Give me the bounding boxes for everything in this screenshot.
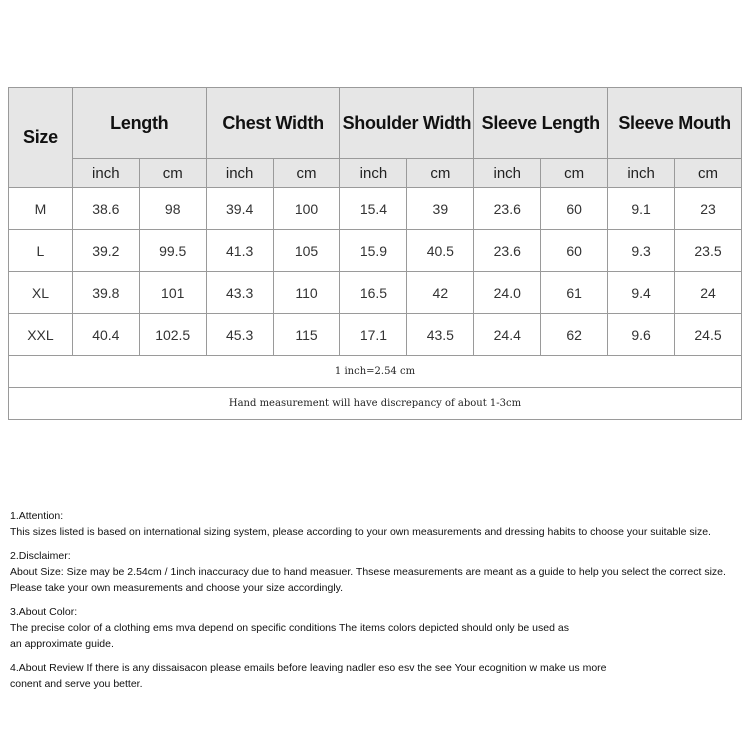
size-cell: XL (9, 272, 73, 314)
header-row (9, 88, 742, 159)
table-row (9, 272, 742, 314)
value-cell: 39 (407, 188, 474, 230)
value-cell: 60 (541, 230, 608, 272)
measurement-note-row (9, 388, 742, 420)
value-cell: 62 (541, 314, 608, 356)
unit-cell: cm (675, 159, 742, 188)
value-cell: 39.8 (72, 272, 139, 314)
unit-cell: inch (340, 159, 407, 188)
value-cell: 24.4 (474, 314, 541, 356)
value-cell: 23.6 (474, 188, 541, 230)
value-cell: 40.4 (72, 314, 139, 356)
value-cell: 102.5 (139, 314, 206, 356)
value-cell: 9.6 (608, 314, 675, 356)
note-heading: 4.About Review If there is any dissaisacon please emails before leaving nadler eso esv the see Your ecognition w make us more (10, 662, 607, 674)
unit-cell: cm (407, 159, 474, 188)
table-row (9, 188, 742, 230)
note-block (10, 508, 746, 540)
note-block (10, 548, 746, 596)
value-cell: 23.5 (675, 230, 742, 272)
header-chest-width: Chest Width (206, 88, 340, 159)
value-cell: 38.6 (72, 188, 139, 230)
value-cell: 42 (407, 272, 474, 314)
value-cell: 15.9 (340, 230, 407, 272)
header-length: Length (72, 88, 206, 159)
header-size: Size (9, 88, 73, 188)
table-row (9, 314, 742, 356)
table-row (9, 230, 742, 272)
note-heading: 2.Disclaimer: (10, 550, 71, 562)
note-line: About Size: Size may be 2.54cm / 1inch inaccuracy due to hand measuer. Thsese measurements are meant as a guide to help you select the correct size. (10, 566, 726, 578)
value-cell: 101 (139, 272, 206, 314)
notes-section (10, 508, 746, 700)
size-cell: L (9, 230, 73, 272)
value-cell: 100 (273, 188, 340, 230)
value-cell: 99.5 (139, 230, 206, 272)
value-cell: 40.5 (407, 230, 474, 272)
value-cell: 15.4 (340, 188, 407, 230)
size-cell: XXL (9, 314, 73, 356)
unit-row (9, 159, 742, 188)
header-shoulder-width: Shoulder Width (340, 88, 474, 159)
header-sleeve-length: Sleeve Length (474, 88, 608, 159)
note-line: This sizes listed is based on international sizing system, please according to your own measurements and dressing habits to choose your suitable size. (10, 526, 711, 538)
conversion-note: 1 inch=2.54 cm (9, 356, 742, 388)
note-line: The precise color of a clothing ems mva depend on specific conditions The items colors depicted should only be used as (10, 622, 569, 634)
conversion-note-row (9, 356, 742, 388)
size-chart-table (8, 87, 742, 420)
unit-cell: inch (206, 159, 273, 188)
size-cell: M (9, 188, 73, 230)
unit-cell: cm (139, 159, 206, 188)
value-cell: 39.2 (72, 230, 139, 272)
value-cell: 23.6 (474, 230, 541, 272)
note-heading: 3.About Color: (10, 606, 78, 618)
note-line: an approximate guide. (10, 638, 114, 650)
value-cell: 16.5 (340, 272, 407, 314)
value-cell: 43.3 (206, 272, 273, 314)
value-cell: 61 (541, 272, 608, 314)
value-cell: 9.1 (608, 188, 675, 230)
value-cell: 60 (541, 188, 608, 230)
value-cell: 98 (139, 188, 206, 230)
value-cell: 105 (273, 230, 340, 272)
value-cell: 17.1 (340, 314, 407, 356)
header-sleeve-mouth: Sleeve Mouth (608, 88, 742, 159)
value-cell: 110 (273, 272, 340, 314)
note-line: conent and serve you better. (10, 678, 143, 690)
value-cell: 24 (675, 272, 742, 314)
note-heading: 1.Attention: (10, 510, 64, 522)
value-cell: 9.3 (608, 230, 675, 272)
value-cell: 9.4 (608, 272, 675, 314)
value-cell: 43.5 (407, 314, 474, 356)
value-cell: 24.0 (474, 272, 541, 314)
note-line: Please take your own measurements and choose your size accordingly. (10, 582, 344, 594)
value-cell: 39.4 (206, 188, 273, 230)
unit-cell: inch (72, 159, 139, 188)
measurement-note: Hand measurement will have discrepancy of about 1-3cm (9, 388, 742, 420)
value-cell: 23 (675, 188, 742, 230)
unit-cell: cm (273, 159, 340, 188)
value-cell: 41.3 (206, 230, 273, 272)
value-cell: 115 (273, 314, 340, 356)
unit-cell: inch (474, 159, 541, 188)
value-cell: 45.3 (206, 314, 273, 356)
value-cell: 24.5 (675, 314, 742, 356)
note-block (10, 604, 746, 652)
unit-cell: cm (541, 159, 608, 188)
unit-cell: inch (608, 159, 675, 188)
note-block (10, 660, 746, 692)
